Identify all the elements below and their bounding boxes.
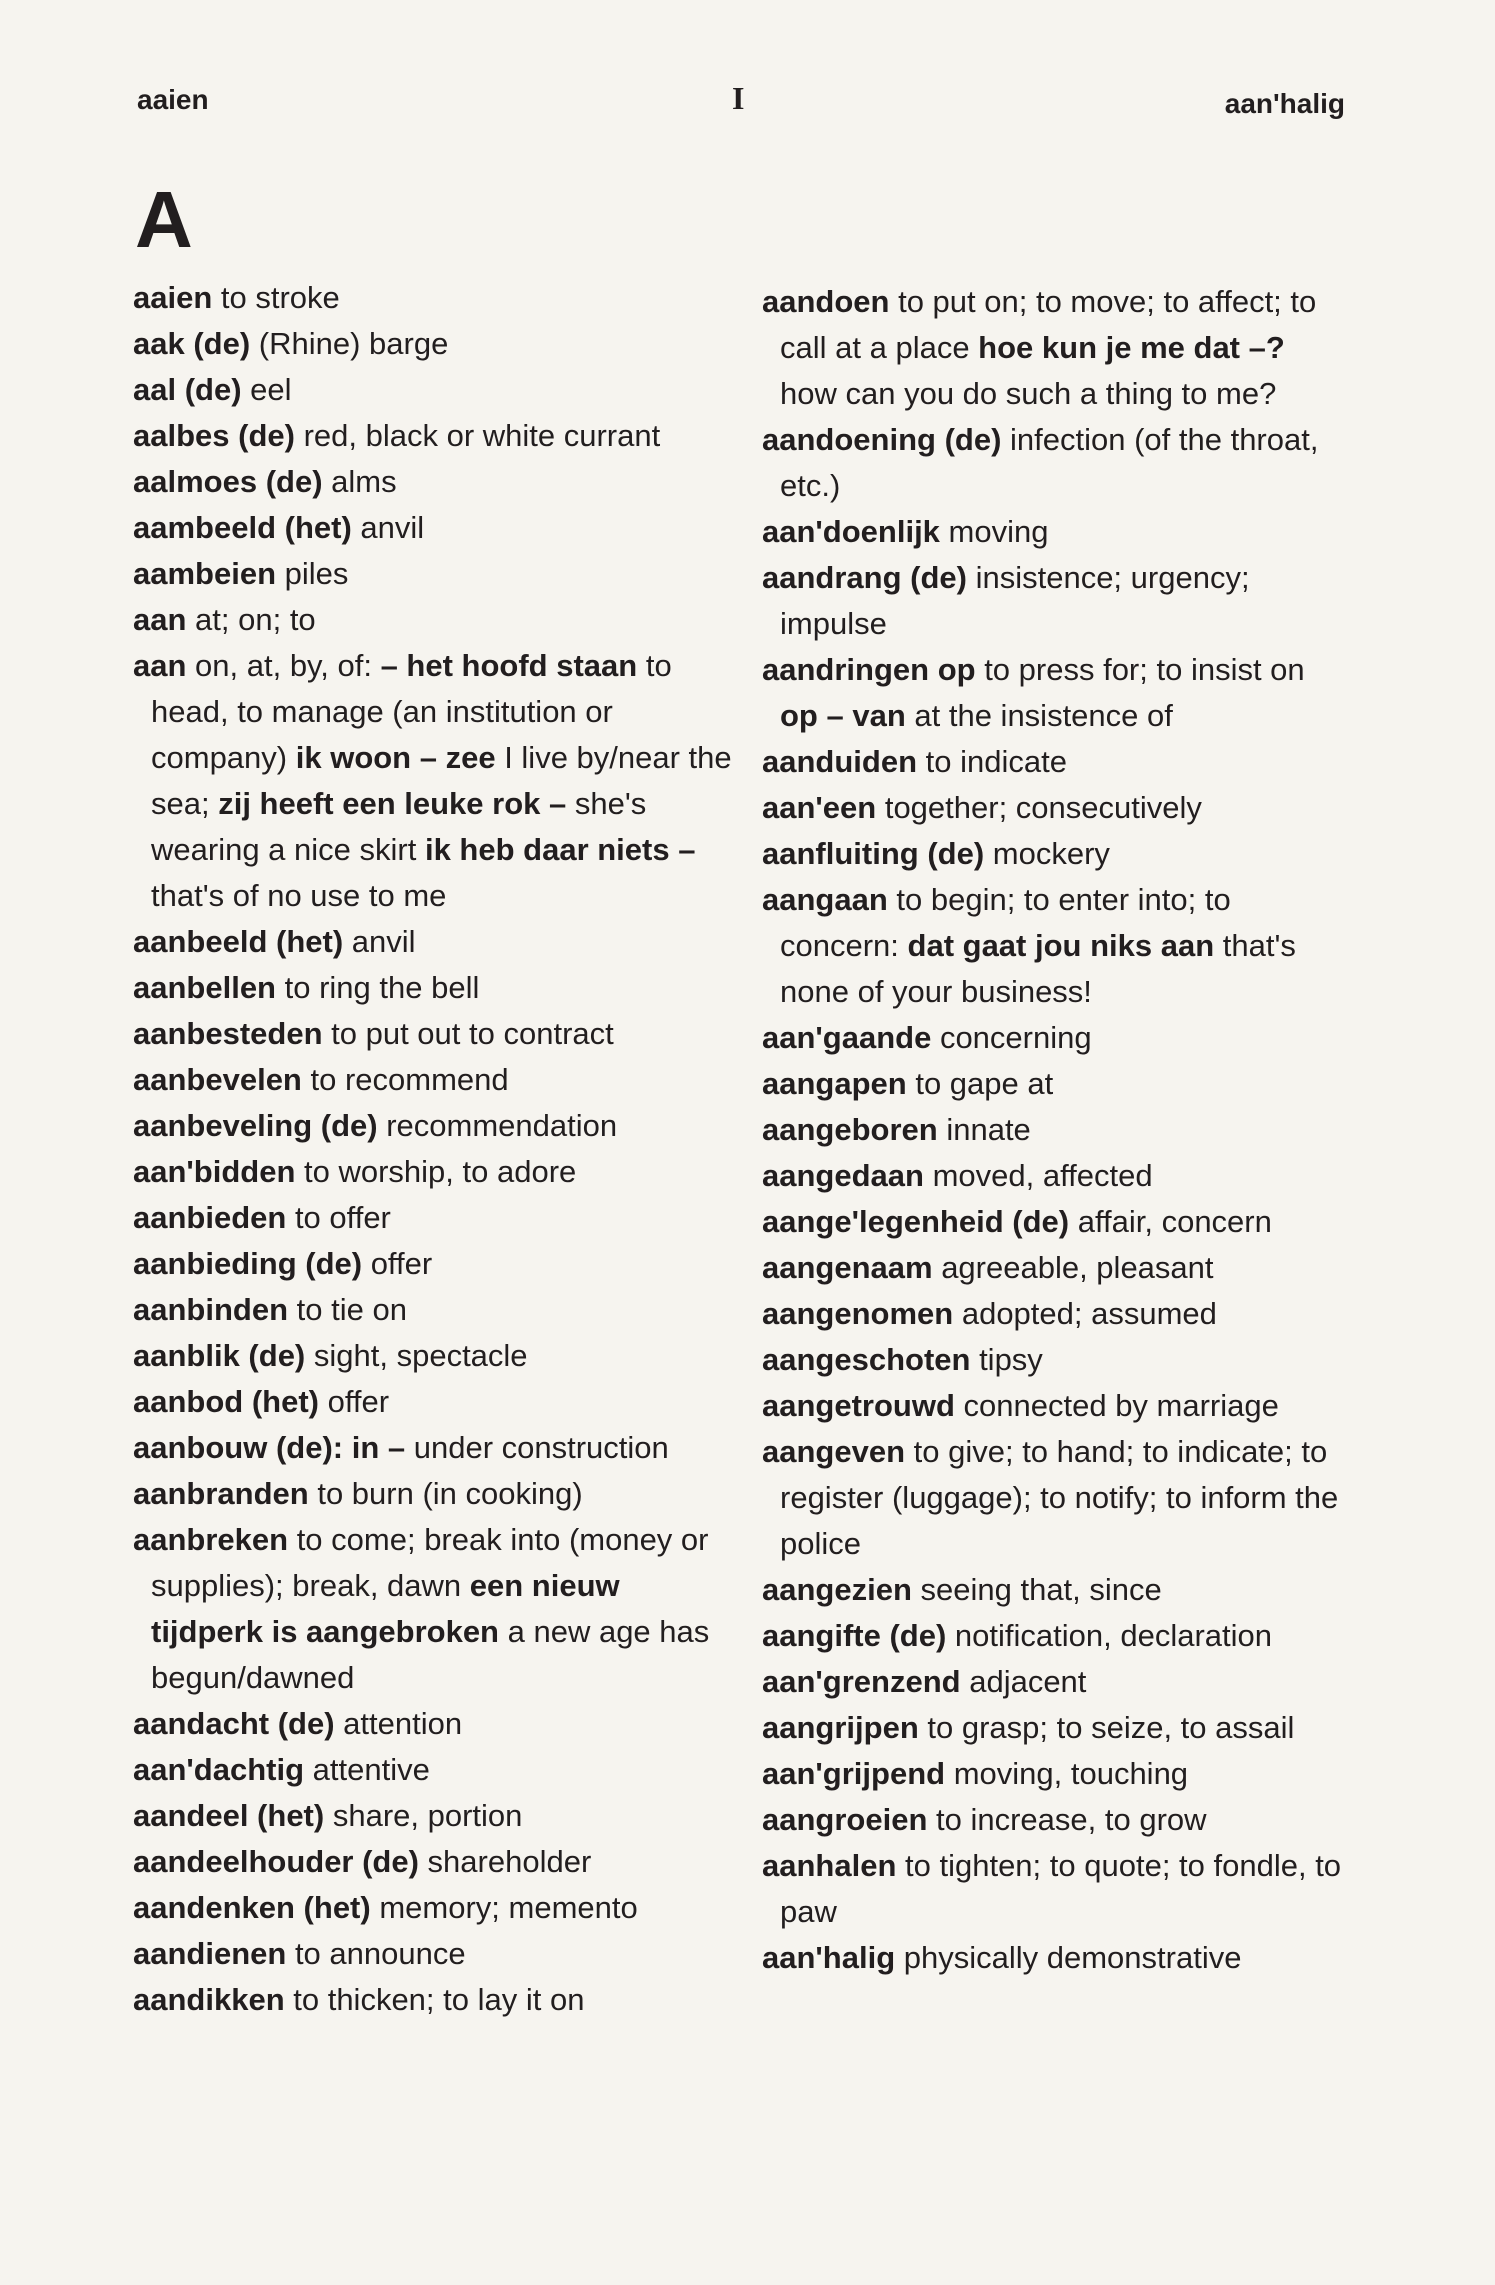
definition: eel (241, 372, 292, 407)
headword: aalmoes (de) (133, 464, 323, 499)
dictionary-entry (762, 1613, 1342, 1659)
dictionary-entry (133, 1195, 733, 1241)
definition: to thicken; to lay it on (284, 1982, 585, 2017)
dictionary-entry (762, 1935, 1342, 1981)
headword: dat gaat jou niks aan (907, 928, 1215, 963)
definition: agreeable, pleasant (932, 1250, 1214, 1285)
definition: under construction (405, 1430, 669, 1465)
definition: to tighten; to quote; to fondle, to paw (780, 1848, 1342, 1929)
headword: aandikken (133, 1982, 285, 2017)
dictionary-entry (762, 877, 1342, 1015)
headword: aambeeld (het) (133, 510, 352, 545)
dictionary-entry (133, 275, 733, 321)
dictionary-entry (133, 1471, 733, 1517)
definition: physically demonstrative (895, 1940, 1242, 1975)
headword: aangaan (762, 882, 888, 917)
headword: aan'een (762, 790, 877, 825)
definition: seeing that, since (911, 1572, 1162, 1607)
definition: to give; to hand; to indicate; to register (luggage); to notify; to inform the police (780, 1434, 1339, 1561)
dictionary-entry (762, 739, 1342, 785)
dictionary-entry (133, 321, 733, 367)
dictionary-entry (762, 1337, 1342, 1383)
headword: aangifte (de) (762, 1618, 947, 1653)
headword: zij heeft een leuke rok – (218, 786, 567, 821)
dictionary-entry (762, 1061, 1342, 1107)
headword: aanbeeld (het) (133, 924, 344, 959)
headword: aandoen (762, 284, 890, 319)
headword: ik woon – zee (295, 740, 496, 775)
dictionary-entry (762, 1429, 1342, 1567)
headword: aanbreken (133, 1522, 289, 1557)
dictionary-entry (762, 1843, 1342, 1935)
dictionary-entry (762, 1199, 1342, 1245)
definition: shareholder (418, 1844, 592, 1879)
dictionary-entry (762, 555, 1342, 647)
headword: aanhalen (762, 1848, 897, 1883)
headword: aangeschoten (762, 1342, 971, 1377)
dictionary-entry (133, 1241, 733, 1287)
dictionary-entry (133, 367, 733, 413)
definition: at; on; to (186, 602, 316, 637)
headword: aandringen op (762, 652, 976, 687)
dictionary-entry (762, 1245, 1342, 1291)
dictionary-entry (133, 1287, 733, 1333)
headword: aange'legenheid (de) (762, 1204, 1070, 1239)
definition: that's none of your business! (780, 928, 1296, 1009)
dictionary-entry (762, 647, 1342, 739)
dictionary-entry (133, 1839, 733, 1885)
dictionary-entry (762, 1567, 1342, 1613)
definition: alms (322, 464, 397, 499)
headword: aan'doenlijk (762, 514, 940, 549)
dictionary-entry (133, 1149, 733, 1195)
definition: to recommend (301, 1062, 509, 1097)
headword: hoe kun je me dat –? (978, 330, 1285, 365)
dictionary-entry (133, 1425, 733, 1471)
headword: aangezien (762, 1572, 912, 1607)
right-column (762, 279, 1342, 1981)
dictionary-entry (133, 1793, 733, 1839)
dictionary-entry (133, 1103, 733, 1149)
definition: recommendation (377, 1108, 618, 1143)
dictionary-entry (133, 1057, 733, 1103)
definition: to increase, to grow (927, 1802, 1207, 1837)
headword: aanbesteden (133, 1016, 323, 1051)
definition: attentive (304, 1752, 430, 1787)
dictionary-entry (762, 417, 1342, 509)
definition: to put out to contract (322, 1016, 614, 1051)
definition: to burn (in cooking) (308, 1476, 583, 1511)
headword: aanbieden (133, 1200, 287, 1235)
dictionary-entry (133, 643, 733, 919)
headword: aak (de) (133, 326, 251, 361)
headword: aan (133, 602, 187, 637)
definition: to tie on (288, 1292, 407, 1327)
definition: connected by marriage (954, 1388, 1279, 1423)
headword: aambeien (133, 556, 277, 591)
definition: to worship, to adore (295, 1154, 577, 1189)
definition: adjacent (960, 1664, 1087, 1699)
headword: aan'bidden (133, 1154, 296, 1189)
dictionary-entry (133, 1333, 733, 1379)
definition: (Rhine) barge (250, 326, 449, 361)
definition: to ring the bell (276, 970, 480, 1005)
definition: innate (937, 1112, 1031, 1147)
dictionary-entry (133, 1747, 733, 1793)
headword: op – van (780, 698, 906, 733)
definition: to stroke (212, 280, 340, 315)
headword: aangeven (762, 1434, 906, 1469)
headword: aangapen (762, 1066, 907, 1101)
headword: – het hoofd staan (380, 648, 638, 683)
definition: offer (362, 1246, 433, 1281)
definition: moved, affected (923, 1158, 1153, 1193)
definition: she's wearing a nice skirt (151, 786, 647, 867)
dictionary-entry (762, 1659, 1342, 1705)
dictionary-entry (133, 1011, 733, 1057)
dictionary-entry (133, 1701, 733, 1747)
headword: aangroeien (762, 1802, 928, 1837)
headword: aanbouw (de): in – (133, 1430, 406, 1465)
headword: aanbevelen (133, 1062, 302, 1097)
headword: aan'gaande (762, 1020, 932, 1055)
headword: aangeboren (762, 1112, 938, 1147)
definition: to head, to manage (an institution or company) (151, 648, 672, 775)
headword: aangenaam (762, 1250, 933, 1285)
dictionary-entry (762, 279, 1342, 417)
dictionary-entry (762, 1153, 1342, 1199)
dictionary-entry (762, 1705, 1342, 1751)
headword: aangrijpen (762, 1710, 919, 1745)
headword: aanbinden (133, 1292, 289, 1327)
headword: aanblik (de) (133, 1338, 306, 1373)
headword: aanbellen (133, 970, 276, 1005)
dictionary-entry (762, 785, 1342, 831)
headword: aan'dachtig (133, 1752, 305, 1787)
dictionary-entry (762, 1015, 1342, 1061)
headword: aal (de) (133, 372, 242, 407)
headword: aandacht (de) (133, 1706, 335, 1741)
headword: ik heb daar niets – (424, 832, 696, 867)
headword: aanbeveling (de) (133, 1108, 378, 1143)
headword: aangenomen (762, 1296, 954, 1331)
definition: anvil (351, 510, 425, 545)
headword: aandoening (de) (762, 422, 1002, 457)
definition: adopted; assumed (953, 1296, 1217, 1331)
headword: aaien (133, 280, 213, 315)
definition: insistence; urgency; impulse (780, 560, 1250, 641)
definition: affair, concern (1069, 1204, 1272, 1239)
definition: offer (319, 1384, 390, 1419)
running-head-left: aaien (137, 84, 209, 115)
dictionary-entry (133, 1379, 733, 1425)
definition: that's of no use to me (151, 878, 447, 913)
dictionary-entry (133, 919, 733, 965)
dictionary-entry (762, 1383, 1342, 1429)
dictionary-entry (133, 965, 733, 1011)
definition: memory; memento (370, 1890, 638, 1925)
definition: to come; break into (money or supplies); break, dawn (151, 1522, 709, 1603)
headword: aan (133, 648, 187, 683)
dictionary-entry (133, 505, 733, 551)
definition: to indicate (917, 744, 1067, 779)
running-head-right: aan'halig (1224, 88, 1345, 119)
dictionary-entry (133, 1885, 733, 1931)
headword: aan'halig (762, 1940, 896, 1975)
definition: red, black or white currant (294, 418, 661, 453)
definition: moving, touching (945, 1756, 1189, 1791)
definition: attention (334, 1706, 463, 1741)
page-number: I (732, 80, 745, 116)
headword: aalbes (de) (133, 418, 295, 453)
definition: together; consecutively (876, 790, 1202, 825)
definition: tipsy (970, 1342, 1043, 1377)
headword: aan'grenzend (762, 1664, 961, 1699)
definition: at the insistence of (905, 698, 1173, 733)
dictionary-entry (133, 1977, 733, 2023)
headword: aanduiden (762, 744, 918, 779)
headword: aandeel (het) (133, 1798, 325, 1833)
definition: on, at, by, of: (186, 648, 381, 683)
definition: to put on; to move; to affect; to call at a place (780, 284, 1317, 365)
headword: aandrang (de) (762, 560, 967, 595)
dictionary-entry (133, 1931, 733, 1977)
headword: aanbieding (de) (133, 1246, 363, 1281)
headword: aandeelhouder (de) (133, 1844, 419, 1879)
dictionary-entry (133, 459, 733, 505)
dictionary-entry (762, 1751, 1342, 1797)
definition: infection (of the throat, etc.) (780, 422, 1319, 503)
definition: piles (276, 556, 349, 591)
headword: aandenken (het) (133, 1890, 371, 1925)
definition: moving (939, 514, 1049, 549)
definition: sight, spectacle (305, 1338, 528, 1373)
definition: share, portion (324, 1798, 523, 1833)
headword: aangedaan (762, 1158, 924, 1193)
definition: anvil (343, 924, 416, 959)
definition: I live by/near the sea; (151, 740, 732, 821)
headword: aangetrouwd (762, 1388, 955, 1423)
definition: to begin; to enter into; to concern: (780, 882, 1231, 963)
definition: to grasp; to seize, to assail (918, 1710, 1295, 1745)
headword: aan'grijpend (762, 1756, 946, 1791)
headword: aandienen (133, 1936, 287, 1971)
dictionary-entry (762, 1107, 1342, 1153)
dictionary-entry (133, 413, 733, 459)
section-letter: A (135, 175, 193, 264)
definition: to gape at (906, 1066, 1054, 1101)
definition: notification, declaration (946, 1618, 1272, 1653)
headword: aanbod (het) (133, 1384, 319, 1419)
definition: how can you do such a thing to me? (780, 376, 1277, 411)
dictionary-entry (762, 509, 1342, 555)
dictionary-entry (762, 831, 1342, 877)
left-column (133, 275, 733, 2023)
headword: aanfluiting (de) (762, 836, 985, 871)
definition: concerning (931, 1020, 1092, 1055)
definition: a new age has begun/dawned (151, 1614, 710, 1695)
headword: een nieuw tijdperk is aangebroken (151, 1568, 620, 1649)
headword: aanbranden (133, 1476, 309, 1511)
dictionary-entry (762, 1291, 1342, 1337)
definition: to press for; to insist on (975, 652, 1305, 687)
definition: to offer (286, 1200, 391, 1235)
definition: to announce (286, 1936, 466, 1971)
definition: mockery (984, 836, 1110, 871)
dictionary-entry (133, 1517, 733, 1701)
dictionary-entry (133, 597, 733, 643)
dictionary-entry (762, 1797, 1342, 1843)
dictionary-entry (133, 551, 733, 597)
